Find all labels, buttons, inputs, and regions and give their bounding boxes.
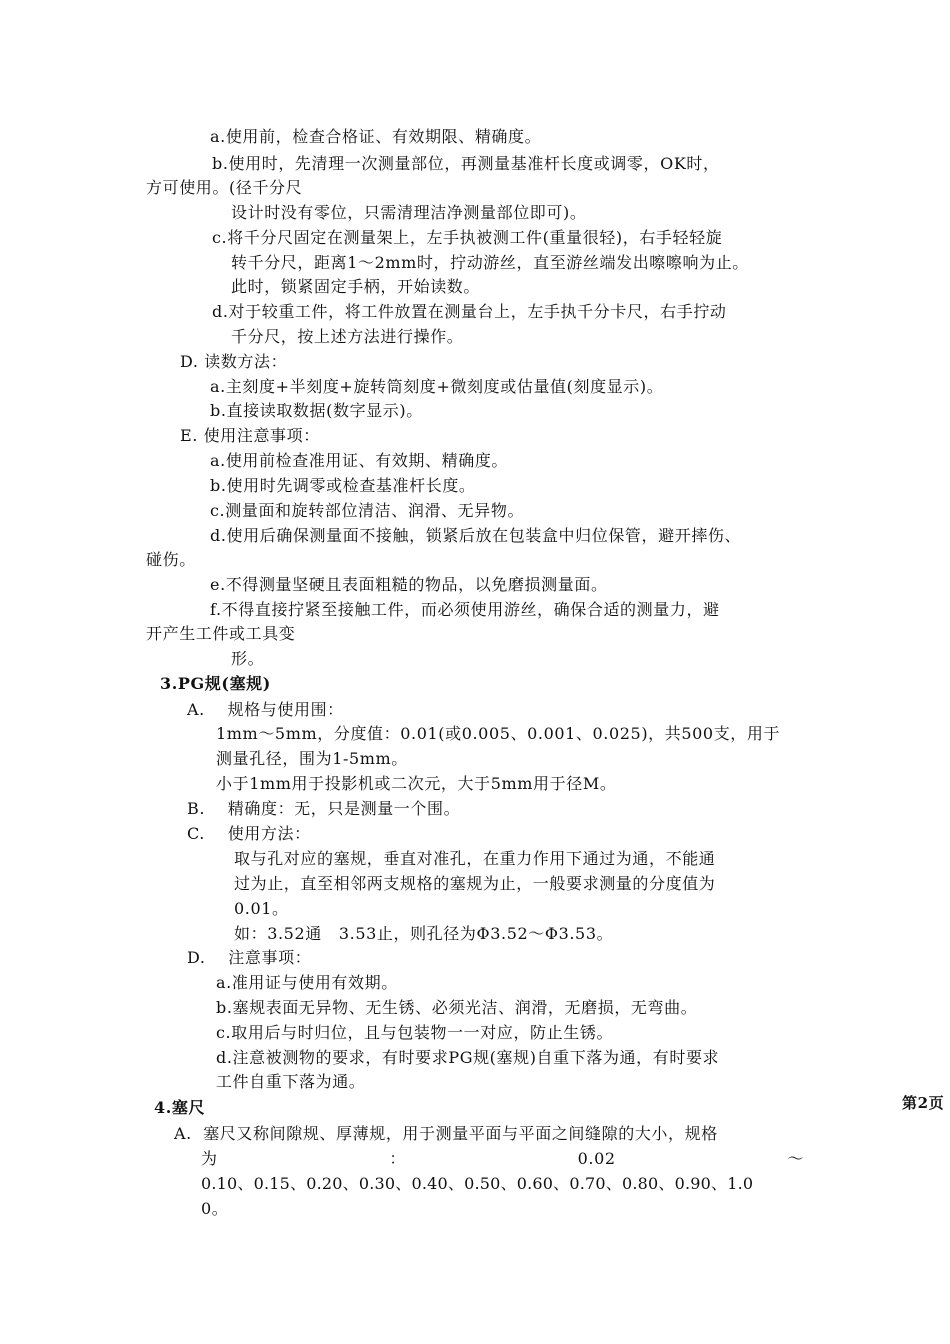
section-heading: A. 规格与使用围： [187, 700, 344, 719]
spread-token: 0.02 [577, 1149, 616, 1168]
section-title: 4.塞尺 [154, 1098, 206, 1117]
line: a.主刻度+半刻度+旋转筒刻度+微刻度或估量值(刻度显示)。 [210, 377, 664, 396]
section-heading: B. 精确度：无，只是测量一个围。 [187, 799, 461, 818]
section-heading: E. 使用注意事项： [180, 426, 320, 445]
section-heading: D. 注意事项： [187, 948, 312, 967]
spread-line [201, 1149, 804, 1169]
section-heading: A. 塞尺又称间隙规、厚薄规，用于测量平面与平面之间缝隙的大小，规格 [174, 1124, 718, 1143]
spread-token: 为 [201, 1149, 218, 1168]
line: a.准用证与使用有效期。 [216, 973, 398, 992]
line: 1mm～5mm，分度值：0.01(或0.005、0.001、0.025)，共500支，用于 [216, 724, 781, 743]
line: b.塞规表面无异物、无生锈、必须光洁、润滑，无磨损，无弯曲。 [216, 998, 698, 1017]
line: 测量孔径，围为1-5mm。 [216, 749, 408, 768]
line: 设计时没有零位，只需清理洁净测量部位即可)。 [231, 203, 587, 222]
line: b.使用时，先清理一次测量部位，再测量基准杆长度或调零，OK时， [212, 154, 720, 173]
line: d.注意被测物的要求，有时要求PG规(塞规)自重下落为通，有时要求 [216, 1048, 720, 1067]
line: 0.10、0.15、0.20、0.30、0.40、0.50、0.60、0.70、0.80、0.90、1.0 [201, 1174, 754, 1193]
line: f.不得直接拧紧至接触工件，而必须使用游丝，确保合适的测量力，避 [210, 600, 720, 619]
line: 0。 [201, 1199, 229, 1218]
line: e.不得测量坚硬且表面粗糙的物品，以免磨损测量面。 [210, 575, 608, 594]
page-number: 第2页 [902, 1094, 945, 1112]
spread-token: ： [389, 1149, 406, 1168]
line: d.使用后确保测量面不接触，锁紧后放在包装盒中归位保管，避开摔伤、 [210, 526, 742, 545]
line: b.直接读取数据(数字显示)。 [210, 401, 423, 420]
spread-token: ～ [787, 1149, 804, 1168]
line: c.测量面和旋转部位清洁、润滑、无异物。 [210, 501, 525, 520]
line: 碰伤。 [146, 550, 196, 569]
line: c.取用后与时归位，且与包装物一一对应，防止生锈。 [216, 1023, 614, 1042]
section-heading: D. 读数方法： [180, 352, 288, 371]
line: 过为止，直至相邻两支规格的塞规为止，一般要求测量的分度值为 [234, 874, 716, 893]
line: 工件自重下落为通。 [216, 1072, 366, 1091]
line: c.将千分尺固定在测量架上，左手执被测工件(重量很轻)，右手轻轻旋 [212, 228, 723, 247]
line: 小于1mm用于投影机或二次元，大于5mm用于径M。 [216, 774, 617, 793]
line: 0.01。 [234, 899, 289, 918]
line: 千分尺，按上述方法进行操作。 [231, 327, 464, 346]
line: 如：3.52通 3.53止，则孔径为Φ3.52～Φ3.53。 [234, 924, 614, 943]
line: 开产生工件或工具变 [146, 624, 296, 643]
line: a.使用前，检查合格证、有效期限、精确度。 [210, 127, 542, 146]
line: b.使用时先调零或检查基准杆长度。 [210, 476, 476, 495]
line: 取与孔对应的塞规，垂直对准孔，在重力作用下通过为通，不能通 [234, 849, 716, 868]
line: 此时，锁紧固定手柄，开始读数。 [231, 277, 481, 296]
section-title: 3.PG规(塞规) [160, 674, 271, 693]
line: d.对于较重工件，将工件放置在测量台上，左手执千分卡尺，右手拧动 [212, 302, 727, 321]
line: 方可使用。(径千分尺 [146, 178, 303, 197]
line: a.使用前检查准用证、有效期、精确度。 [210, 451, 509, 470]
line: 转千分尺，距离1～2mm时，拧动游丝，直至游丝端发出嚓嚓响为止。 [231, 253, 749, 272]
section-heading: C. 使用方法： [187, 824, 311, 843]
line: 形。 [231, 649, 265, 668]
